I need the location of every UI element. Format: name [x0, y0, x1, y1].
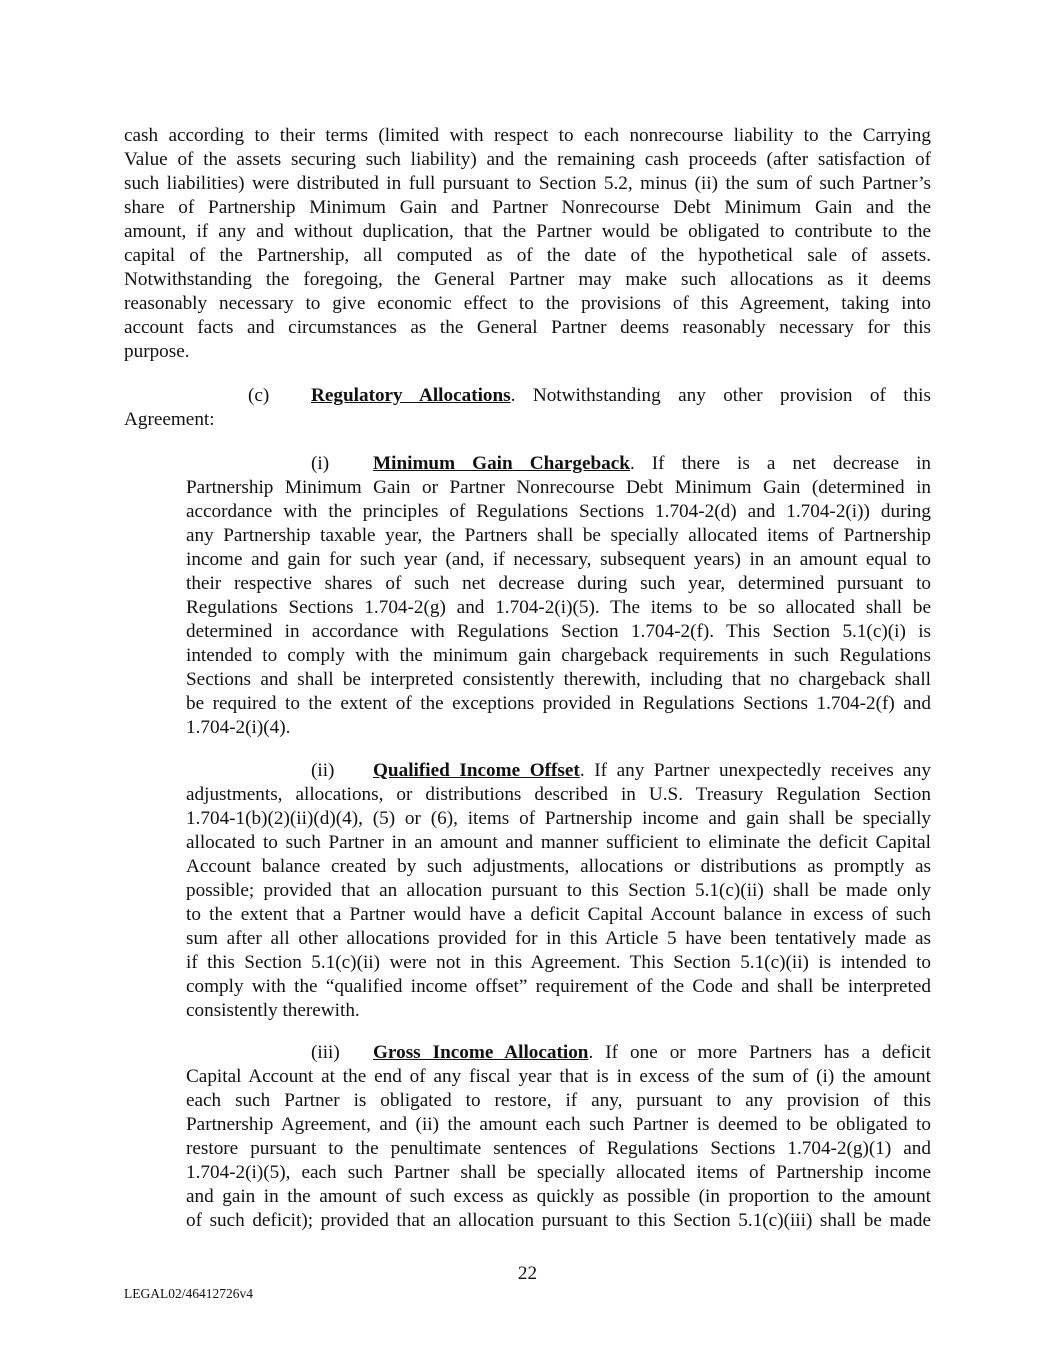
text-line: 1.704-1(b)(2)(ii)(d)(4), (5) or (6), items of Partnership income and gain shall be specially [186, 808, 931, 829]
text-line: each such Partner is obligated to restore, if any, pursuant to any provision of this [186, 1090, 931, 1111]
text-line: Capital Account at the end of any fiscal year that is in excess of the sum of (i) the amount [186, 1066, 931, 1087]
text-span: . If there is a net decrease in [629, 453, 931, 474]
text-line: sum after all other allocations provided for in this Article 5 have been tentatively made as [186, 928, 931, 949]
subsection-heading-line [373, 1041, 931, 1065]
text-span: . Notwithstanding any other provision of this [510, 385, 931, 406]
text-line: such liabilities) were distributed in full pursuant to Section 5.2, minus (ii) the sum of such Partner’s [124, 173, 931, 194]
text-line: Partnership Agreement, and (ii) the amount each such Partner is deemed to be obligated to [186, 1114, 931, 1135]
text-line: account facts and circumstances as the General Partner deems reasonably necessary for this [124, 317, 931, 338]
subsection-number: (ii) [311, 760, 335, 781]
text-line: to the extent that a Partner would have a deficit Capital Account balance in excess of such [186, 904, 931, 925]
text-line: Notwithstanding the foregoing, the General Partner may make such allocations as it deems [124, 269, 931, 290]
text-line: their respective shares of such net decrease during such year, determined pursuant to [186, 573, 931, 594]
text-line: if this Section 5.1(c)(ii) were not in this Agreement. This Section 5.1(c)(ii) is intended to [186, 952, 931, 973]
text-line: 1.704-2(i)(5), each such Partner shall be specially allocated items of Partnership income [186, 1162, 931, 1183]
section-heading-line [311, 384, 931, 408]
text-line: accordance with the principles of Regulations Sections 1.704-2(d) and 1.704-2(i)) during [186, 501, 931, 522]
subsection-heading-line [373, 452, 931, 476]
document-id: LEGAL02/46412726v4 [124, 1286, 253, 1301]
text-line: 1.704-2(i)(4). [186, 717, 291, 738]
text-line: be required to the extent of the exceptions provided in Regulations Sections 1.704-2(f) and [186, 693, 931, 714]
subsection-number: (i) [311, 453, 330, 474]
text-line: cash according to their terms (limited with respect to each nonrecourse liability to the Carrying [124, 125, 931, 146]
section-heading: Regulatory Allocations [311, 385, 511, 406]
text-line: adjustments, allocations, or distributions described in U.S. Treasury Regulation Section [186, 784, 931, 805]
text-line: and gain in the amount of such excess as quickly as possible (in proportion to the amount [186, 1186, 931, 1207]
text-line: determined in accordance with Regulations Section 1.704-2(f). This Section 5.1(c)(i) is [186, 621, 931, 642]
text-line: Sections and shall be interpreted consistently therewith, including that no chargeback shall [186, 669, 931, 690]
text-line: any Partnership taxable year, the Partners shall be specially allocated items of Partnership [186, 525, 931, 546]
page-number: 22 [517, 1263, 538, 1284]
text-span: . If one or more Partners has a deficit [588, 1042, 931, 1063]
text-line: allocated to such Partner in an amount and manner sufficient to eliminate the deficit Capital [186, 832, 931, 853]
text-span: . If any Partner unexpectedly receives any [579, 760, 931, 781]
text-line: Account balance created by such adjustments, allocations or distributions as promptly as [186, 856, 931, 877]
text-line: restore pursuant to the penultimate sentences of Regulations Sections 1.704-2(g)(1) and [186, 1138, 931, 1159]
subsection-heading: Minimum Gain Chargeback [373, 453, 630, 474]
section-number: (c) [248, 385, 270, 406]
text-line: Partnership Minimum Gain or Partner Nonrecourse Debt Minimum Gain (determined in [186, 477, 931, 498]
subsection-heading-line [373, 759, 931, 783]
text-line: capital of the Partnership, all computed as of the date of the hypothetical sale of assets. [124, 245, 931, 266]
subsection-heading: Qualified Income Offset [373, 760, 580, 781]
subsection-heading: Gross Income Allocation [373, 1042, 589, 1063]
subsection-number: (iii) [311, 1042, 340, 1063]
text-line: consistently therewith. [186, 1000, 360, 1021]
text-line: Regulations Sections 1.704-2(g) and 1.704-2(i)(5). The items to be so allocated shall be [186, 597, 931, 618]
text-line: income and gain for such year (and, if necessary, subsequent years) in an amount equal to [186, 549, 931, 570]
text-line: possible; provided that an allocation pursuant to this Section 5.1(c)(ii) shall be made only [186, 880, 931, 901]
text-line: purpose. [124, 341, 190, 362]
text-line: of such deficit); provided that an allocation pursuant to this Section 5.1(c)(iii) shall be made [186, 1210, 931, 1231]
text-line: intended to comply with the minimum gain chargeback requirements in such Regulations [186, 645, 931, 666]
text-line: Agreement: [124, 409, 215, 430]
text-line: comply with the “qualified income offset” requirement of the Code and shall be interpreted [186, 976, 931, 997]
text-line: Value of the assets securing such liability) and the remaining cash proceeds (after satisfaction of [124, 149, 931, 170]
text-line: share of Partnership Minimum Gain and Partner Nonrecourse Debt Minimum Gain and the [124, 197, 931, 218]
text-line: amount, if any and without duplication, that the Partner would be obligated to contribute to the [124, 221, 931, 242]
text-line: reasonably necessary to give economic effect to the provisions of this Agreement, taking into [124, 293, 931, 314]
